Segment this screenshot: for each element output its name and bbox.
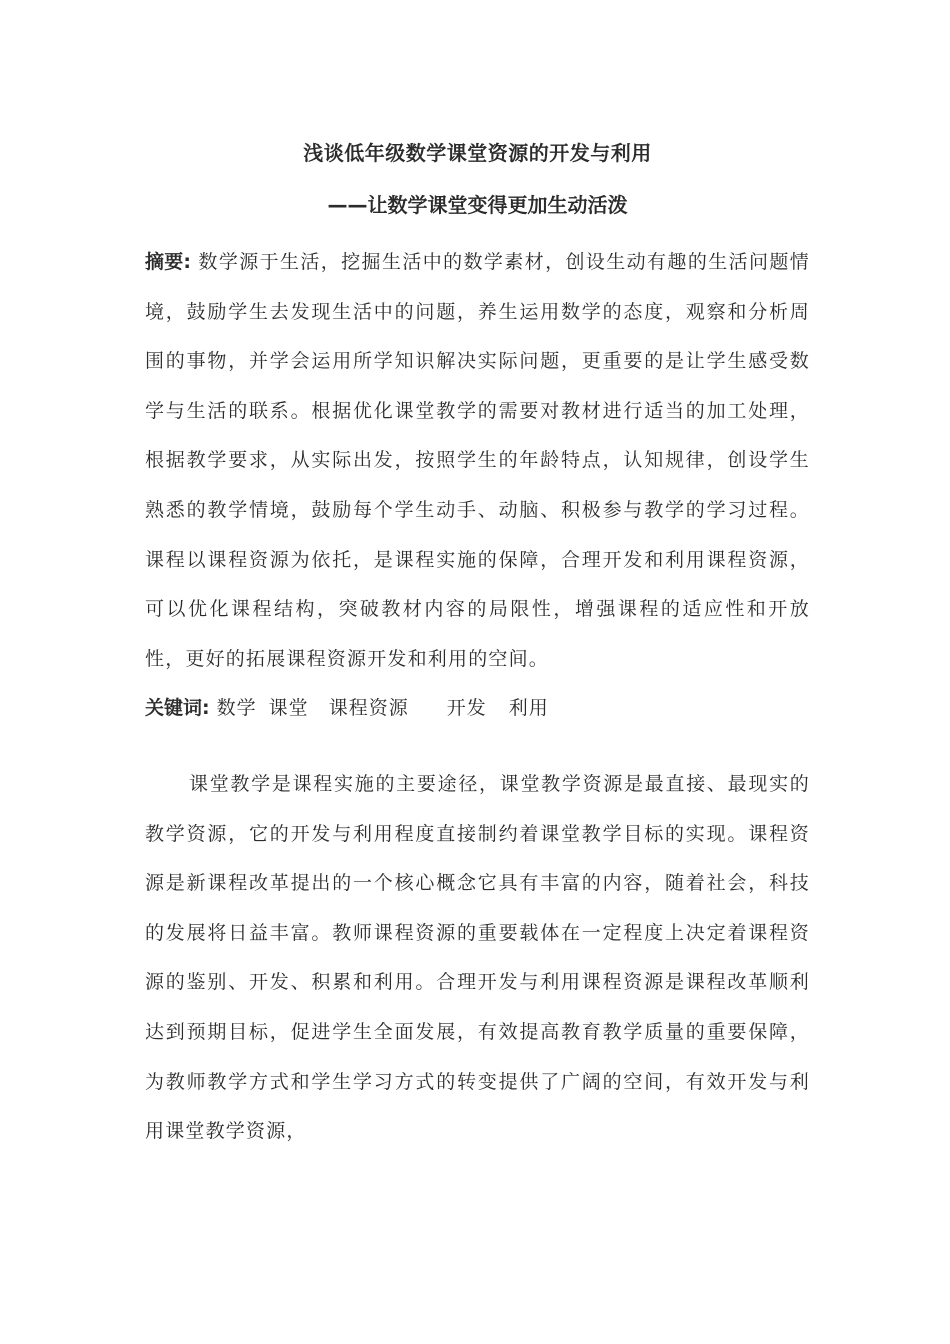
document-page bbox=[145, 130, 810, 1157]
abstract-paragraph bbox=[145, 238, 810, 684]
keywords-label: 关键词: bbox=[145, 697, 210, 720]
document-title: 浅谈低年级数学课堂资源的开发与利用 bbox=[303, 141, 652, 165]
abstract-label: 摘要: bbox=[145, 251, 191, 273]
keyword-item: 利用 bbox=[508, 697, 549, 720]
keyword-item: 课堂 bbox=[268, 697, 309, 720]
keyword-item: 课程资源 bbox=[328, 697, 409, 720]
abstract-text: 数学源于生活，挖掘生活中的数学素材，创设生动有趣的生活问题情境，鼓励学生去发现生活中的问题，养生运用数学的态度，观察和分析周围的事物，并学会运用所学知识解决实际问题，更重要的是让学生感受数学与生活的联系。根据优化课堂教学的需要对教材进行适当的加工处理，根据教学要求，从实际出发，按照学生的年龄特点，认知规律，创设学生熟悉的教学情境，鼓励每个学生动手、动脑、积极参与教学的学习过程。课程以课程资源为依托，是课程实施的保障，合理开发和利用课程资源，可以优化课程结构，突破教材内容的局限性，增强课程的适应性和开放性，更好的拓展课程资源开发和利用的空间。 bbox=[145, 251, 810, 670]
body-paragraph: 课堂教学是课程实施的主要途径，课堂教学资源是最直接、最现实的教学资源，它的开发与利用程度直接制约着课堂教学目标的实现。课程资源是新课程改革提出的一个核心概念它具有丰富的内容，随着社会，科技的发展将日益丰富。教师课程资源的重要载体在一定程度上决定着课程资源的鉴别、开发、积累和利用。合理开发与利用课程资源是课程改革顺利达到预期目标，促进学生全面发展，有效提高教育教学质量的重要保障，为教师教学方式和学生学习方式的转变提供了广阔的空间，有效开发与利用课堂教学资源， bbox=[145, 772, 810, 1143]
document-subtitle: ——让数学课堂变得更加生动活泼 bbox=[327, 193, 628, 217]
keyword-item: 数学 bbox=[216, 697, 257, 720]
keywords-line bbox=[145, 684, 810, 734]
keyword-item: 开发 bbox=[446, 697, 487, 720]
